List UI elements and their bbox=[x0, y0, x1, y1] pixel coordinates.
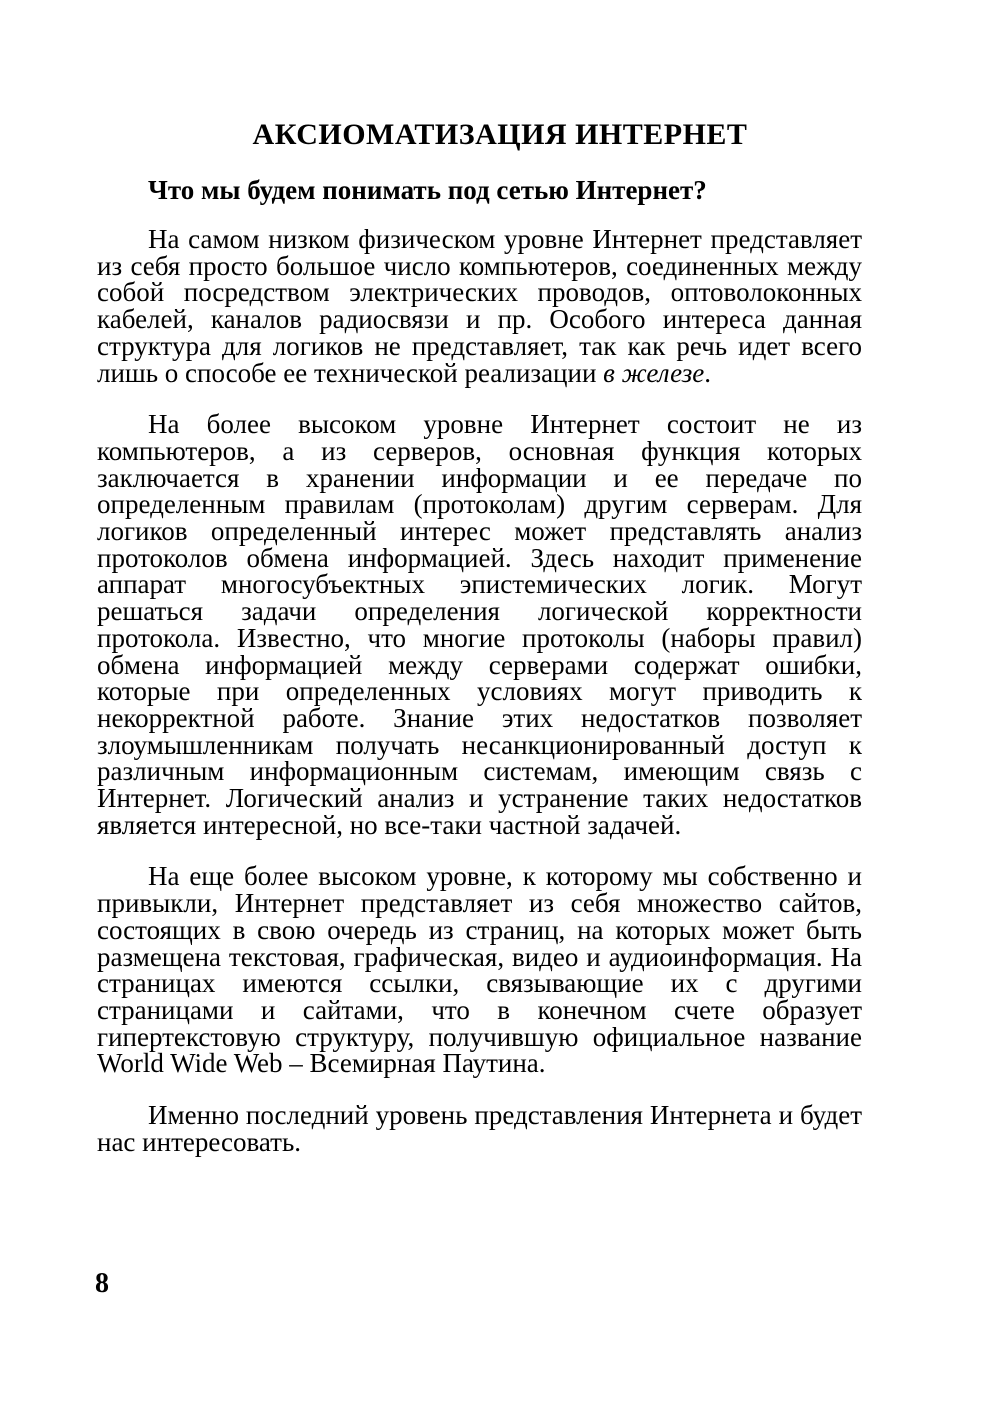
paragraph-conclusion: Именно последний уровень представления Интернета и будет нас интересовать. bbox=[97, 1100, 862, 1157]
paragraph-server-level: На более высоком уровне Интернет состоит не из компьютеров, а из серверов, основная функция которых заключается в хранении информации и ее передаче по определенным правилам (протоколам) другим серверам. Для логиков определенный интерес может представлять анализ протоколов обмена информацией. Здесь находит применение аппарат многосубъектных эпистемических логик. Могут решаться задачи определения логической корректности протокола. Известно, что многие протоколы (наборы правил) обмена информацией между серверами содержат ошибки, которые при определенных условиях могут приводить к некорректной работе. Знание этих недостатков позволяет злоумышленникам получать несанкционированный доступ к различным информационным системам, имеющим связь с Интернет. Логический анализ и устранение таких недостатков является интересной, но все-таки частной задачей. bbox=[97, 409, 862, 840]
paragraph-web-level: На еще более высоком уровне, к которому мы собственно и привыкли, Интернет представляет из себя множество сайтов, состоящих в свою очередь из страниц, на которых может быть размещена текстовая, графическая, видео и аудиоинформация. На страницах имеются ссылки, связывающие их с другими страницами и сайтами, что в конечном счете образует гипертекстовую структуру, получившую официальное название World Wide Web – Всемирная Паутина. bbox=[97, 861, 862, 1079]
chapter-title: АКСИОМАТИЗАЦИЯ ИНТЕРНЕТ bbox=[252, 118, 748, 151]
emphasis-text: в железе bbox=[603, 357, 705, 388]
section-question: Что мы будем понимать под сетью Интернет? bbox=[148, 175, 707, 205]
paragraph-tail: . bbox=[704, 357, 712, 388]
paragraph-text: На самом низком физическом уровне Интернет представляет из себя просто большое число компьютеров, соединенных между собой посредством электрических проводов, оптоволоконных кабелей, каналов радиосвязи и пр. Особого интереса данная структура для логиков не представляет, так как речь идет всего лишь о способе ее технической реализации bbox=[97, 224, 862, 388]
page-number: 8 bbox=[95, 1268, 109, 1299]
paragraph-physical-level bbox=[97, 226, 862, 386]
body-text bbox=[97, 226, 862, 1156]
